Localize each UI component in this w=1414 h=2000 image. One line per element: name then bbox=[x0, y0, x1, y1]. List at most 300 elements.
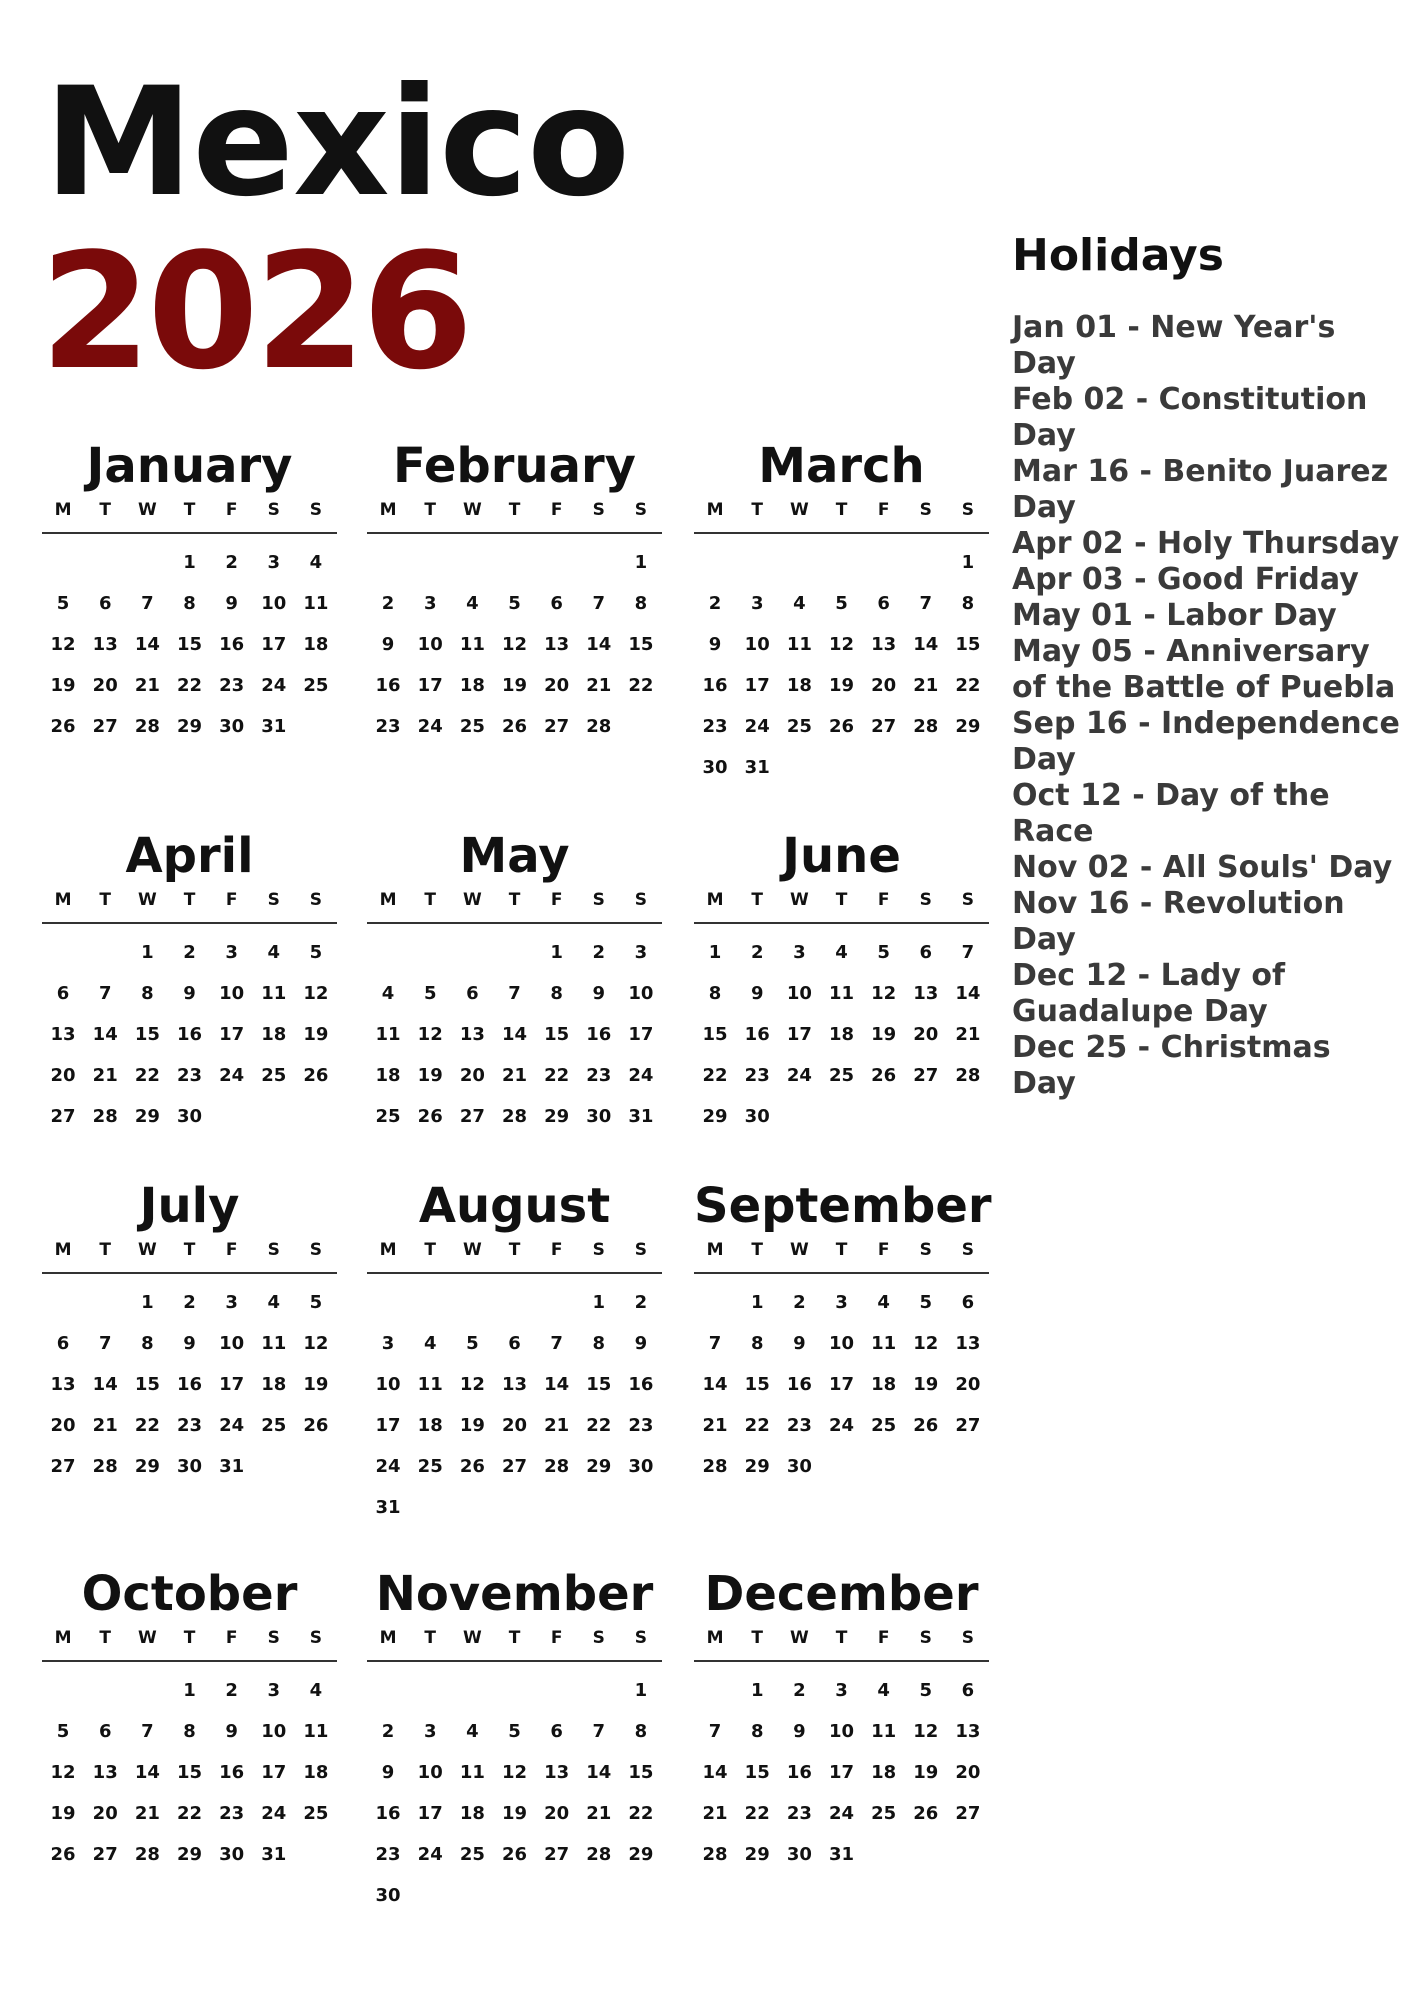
day-cell: 18 bbox=[261, 1374, 287, 1395]
day-cell: 24 bbox=[261, 675, 287, 696]
day-cell: 29 bbox=[134, 1456, 160, 1477]
month-february bbox=[367, 438, 662, 747]
day-cell: 18 bbox=[303, 1762, 329, 1783]
day-cell: 27 bbox=[955, 1803, 981, 1824]
day-cell: 27 bbox=[955, 1415, 981, 1436]
day-cell: 21 bbox=[134, 675, 160, 696]
day-cell: 6 bbox=[550, 1721, 563, 1742]
day-cell: 24 bbox=[261, 1803, 287, 1824]
day-cell: 12 bbox=[828, 634, 855, 655]
day-cell: 22 bbox=[176, 1803, 203, 1824]
day-cell: 4 bbox=[793, 593, 806, 614]
day-cell: 8 bbox=[183, 1721, 196, 1742]
day-cell: 18 bbox=[303, 634, 329, 655]
day-cell: 28 bbox=[134, 1844, 160, 1865]
day-cell: 3 bbox=[835, 1680, 848, 1701]
day-cell: 25 bbox=[459, 716, 485, 737]
day-cell: 5 bbox=[423, 983, 437, 1004]
day-cell: 14 bbox=[544, 1374, 570, 1395]
day-cell: 24 bbox=[628, 1065, 654, 1086]
day-blank bbox=[694, 542, 736, 583]
day-cell: 27 bbox=[544, 716, 570, 737]
weekday-header bbox=[694, 1628, 989, 1662]
day-blank bbox=[409, 1670, 451, 1711]
weekday-label: S bbox=[634, 1628, 648, 1648]
weekday-label: T bbox=[835, 500, 848, 520]
day-cell: 30 bbox=[786, 1844, 812, 1865]
holiday-item: May 01 - Labor Day bbox=[1012, 598, 1337, 633]
weekday-label: S bbox=[592, 890, 605, 910]
day-cell: 15 bbox=[955, 634, 981, 655]
day-cell: 29 bbox=[176, 716, 203, 737]
day-cell: 21 bbox=[501, 1065, 528, 1086]
day-cell: 6 bbox=[98, 1721, 112, 1742]
day-cell: 19 bbox=[417, 1065, 443, 1086]
day-cell: 3 bbox=[835, 1292, 848, 1313]
day-cell: 15 bbox=[134, 1374, 160, 1395]
day-grid bbox=[367, 1274, 662, 1528]
day-cell: 9 bbox=[634, 1333, 648, 1354]
day-cell: 14 bbox=[501, 1024, 528, 1045]
day-grid bbox=[694, 924, 989, 1137]
month-january bbox=[42, 438, 337, 747]
weekday-label: T bbox=[183, 1628, 196, 1648]
day-cell: 14 bbox=[702, 1374, 728, 1395]
day-blank bbox=[84, 542, 126, 583]
day-cell: 30 bbox=[219, 1844, 245, 1865]
day-cell: 1 bbox=[592, 1292, 606, 1313]
holiday-item: Sep 16 - Independence Day bbox=[1012, 706, 1400, 777]
weekday-label: T bbox=[99, 500, 112, 520]
day-cell: 10 bbox=[744, 634, 770, 655]
day-cell: 12 bbox=[913, 1333, 939, 1354]
day-cell: 22 bbox=[134, 1415, 160, 1436]
day-cell: 12 bbox=[459, 1374, 485, 1395]
day-cell: 15 bbox=[628, 1762, 654, 1783]
day-cell: 31 bbox=[219, 1456, 245, 1477]
day-cell: 7 bbox=[592, 1721, 606, 1742]
day-cell: 24 bbox=[744, 716, 770, 737]
day-cell: 14 bbox=[702, 1762, 728, 1783]
day-cell: 21 bbox=[92, 1415, 118, 1436]
day-cell: 4 bbox=[877, 1680, 890, 1701]
day-cell: 19 bbox=[871, 1024, 897, 1045]
day-cell: 15 bbox=[544, 1024, 570, 1045]
day-cell: 8 bbox=[592, 1333, 606, 1354]
weekday-label: S bbox=[592, 500, 605, 520]
day-cell: 27 bbox=[50, 1456, 76, 1477]
day-cell: 5 bbox=[877, 942, 890, 963]
day-cell: 10 bbox=[828, 1333, 855, 1354]
month-name: December bbox=[704, 1566, 979, 1622]
weekday-label: T bbox=[835, 890, 848, 910]
day-cell: 28 bbox=[955, 1065, 981, 1086]
day-cell: 16 bbox=[744, 1024, 770, 1045]
day-cell: 5 bbox=[56, 593, 70, 614]
day-cell: 3 bbox=[267, 552, 281, 573]
day-cell: 25 bbox=[261, 1065, 287, 1086]
day-cell: 4 bbox=[267, 942, 281, 963]
day-cell: 26 bbox=[871, 1065, 897, 1086]
day-blank bbox=[694, 1670, 736, 1711]
day-cell: 9 bbox=[381, 634, 395, 655]
day-cell: 11 bbox=[375, 1024, 401, 1045]
day-cell: 14 bbox=[134, 634, 160, 655]
weekday-header bbox=[42, 1240, 337, 1274]
weekday-label: F bbox=[877, 500, 890, 520]
day-cell: 21 bbox=[586, 1803, 612, 1824]
day-cell: 6 bbox=[961, 1680, 975, 1701]
weekday-header bbox=[694, 500, 989, 534]
day-cell: 19 bbox=[501, 675, 528, 696]
day-blank bbox=[536, 1670, 578, 1711]
day-cell: 7 bbox=[708, 1721, 722, 1742]
day-cell: 12 bbox=[303, 983, 329, 1004]
day-grid bbox=[694, 1274, 989, 1487]
weekday-header bbox=[42, 890, 337, 924]
day-cell: 17 bbox=[828, 1762, 855, 1783]
month-september bbox=[694, 1178, 992, 1487]
day-cell: 5 bbox=[508, 1721, 521, 1742]
day-cell: 1 bbox=[708, 942, 722, 963]
day-cell: 2 bbox=[750, 942, 764, 963]
day-cell: 16 bbox=[786, 1374, 812, 1395]
day-cell: 4 bbox=[309, 1680, 323, 1701]
day-blank bbox=[409, 1282, 451, 1323]
day-cell: 9 bbox=[750, 983, 764, 1004]
day-cell: 10 bbox=[417, 634, 443, 655]
day-cell: 15 bbox=[134, 1024, 160, 1045]
day-cell: 2 bbox=[708, 593, 722, 614]
day-cell: 12 bbox=[50, 1762, 76, 1783]
weekday-label: W bbox=[462, 500, 482, 520]
day-cell: 14 bbox=[586, 634, 612, 655]
day-cell: 20 bbox=[544, 1803, 570, 1824]
page-title-country: Mexico bbox=[44, 56, 630, 230]
day-cell: 2 bbox=[381, 593, 395, 614]
day-cell: 24 bbox=[219, 1065, 245, 1086]
day-cell: 4 bbox=[309, 552, 323, 573]
day-cell: 23 bbox=[176, 1415, 203, 1436]
day-cell: 23 bbox=[628, 1415, 654, 1436]
day-cell: 26 bbox=[50, 1844, 76, 1865]
weekday-label: M bbox=[379, 890, 397, 910]
day-cell: 15 bbox=[176, 634, 203, 655]
day-cell: 23 bbox=[219, 675, 245, 696]
year-calendar-grid bbox=[42, 438, 997, 1958]
day-cell: 21 bbox=[702, 1415, 728, 1436]
day-cell: 7 bbox=[141, 593, 154, 614]
day-cell: 15 bbox=[702, 1024, 728, 1045]
day-cell: 10 bbox=[628, 983, 654, 1004]
weekday-label: M bbox=[706, 1240, 724, 1260]
day-cell: 14 bbox=[134, 1762, 160, 1783]
weekday-label: M bbox=[379, 1240, 397, 1260]
day-cell: 11 bbox=[303, 1721, 329, 1742]
weekday-header bbox=[694, 890, 989, 924]
page-title-year: 2026 bbox=[40, 218, 470, 405]
weekday-label: W bbox=[462, 890, 482, 910]
month-name: February bbox=[393, 438, 636, 494]
day-cell: 23 bbox=[702, 716, 728, 737]
day-cell: 28 bbox=[702, 1844, 728, 1865]
day-blank bbox=[493, 542, 535, 583]
day-cell: 20 bbox=[955, 1762, 981, 1783]
day-cell: 3 bbox=[634, 942, 648, 963]
day-cell: 4 bbox=[466, 593, 479, 614]
weekday-label: T bbox=[424, 1628, 437, 1648]
day-cell: 31 bbox=[828, 1844, 855, 1865]
day-blank bbox=[493, 1670, 535, 1711]
holiday-item: Apr 02 - Holy Thursday bbox=[1012, 526, 1400, 561]
weekday-label: S bbox=[267, 1628, 280, 1648]
weekday-header bbox=[367, 890, 662, 924]
day-cell: 9 bbox=[793, 1333, 806, 1354]
weekday-header bbox=[367, 500, 662, 534]
day-cell: 28 bbox=[544, 1456, 570, 1477]
day-cell: 18 bbox=[871, 1762, 897, 1783]
day-cell: 21 bbox=[586, 675, 612, 696]
holidays-list bbox=[1012, 310, 1402, 1102]
day-cell: 11 bbox=[459, 634, 485, 655]
day-cell: 13 bbox=[92, 1762, 118, 1783]
day-cell: 20 bbox=[871, 675, 897, 696]
month-name: May bbox=[459, 828, 570, 884]
day-cell: 5 bbox=[919, 1680, 933, 1701]
month-july bbox=[42, 1178, 337, 1487]
day-cell: 1 bbox=[634, 552, 648, 573]
day-cell: 31 bbox=[744, 757, 770, 778]
day-cell: 19 bbox=[459, 1415, 485, 1436]
day-cell: 9 bbox=[793, 1721, 806, 1742]
day-cell: 16 bbox=[375, 1803, 401, 1824]
day-cell: 5 bbox=[56, 1721, 70, 1742]
day-cell: 28 bbox=[92, 1106, 118, 1127]
day-cell: 23 bbox=[375, 716, 401, 737]
day-cell: 9 bbox=[381, 1762, 395, 1783]
holiday-item: Feb 02 - Constitution Day bbox=[1012, 382, 1368, 453]
day-cell: 21 bbox=[92, 1065, 118, 1086]
day-blank bbox=[367, 542, 409, 583]
weekday-label: T bbox=[751, 500, 764, 520]
day-cell: 16 bbox=[375, 675, 401, 696]
month-name: July bbox=[139, 1178, 240, 1234]
holiday-item: Apr 03 - Good Friday bbox=[1012, 562, 1359, 597]
day-cell: 18 bbox=[459, 675, 485, 696]
weekday-label: T bbox=[424, 1240, 437, 1260]
weekday-label: S bbox=[961, 890, 975, 910]
weekday-label: T bbox=[751, 1240, 764, 1260]
day-cell: 13 bbox=[92, 634, 118, 655]
day-cell: 16 bbox=[219, 634, 245, 655]
day-cell: 6 bbox=[56, 1333, 70, 1354]
day-cell: 17 bbox=[828, 1374, 855, 1395]
day-cell: 18 bbox=[261, 1024, 287, 1045]
day-cell: 10 bbox=[828, 1721, 855, 1742]
weekday-label: S bbox=[634, 890, 648, 910]
day-cell: 17 bbox=[261, 634, 287, 655]
day-cell: 15 bbox=[176, 1762, 203, 1783]
day-blank bbox=[578, 1670, 620, 1711]
day-cell: 8 bbox=[634, 1721, 648, 1742]
day-cell: 9 bbox=[708, 634, 722, 655]
day-cell: 22 bbox=[628, 675, 654, 696]
day-cell: 4 bbox=[381, 983, 395, 1004]
day-cell: 19 bbox=[50, 675, 76, 696]
day-cell: 30 bbox=[628, 1456, 654, 1477]
day-cell: 3 bbox=[423, 1721, 437, 1742]
day-cell: 23 bbox=[176, 1065, 203, 1086]
day-cell: 31 bbox=[261, 1844, 287, 1865]
day-cell: 25 bbox=[828, 1065, 855, 1086]
day-cell: 27 bbox=[459, 1106, 485, 1127]
weekday-label: M bbox=[379, 1628, 397, 1648]
day-cell: 30 bbox=[219, 716, 245, 737]
day-grid bbox=[42, 1662, 337, 1875]
day-cell: 1 bbox=[550, 942, 563, 963]
day-cell: 20 bbox=[92, 675, 118, 696]
day-cell: 12 bbox=[417, 1024, 443, 1045]
day-cell: 23 bbox=[219, 1803, 245, 1824]
day-blank bbox=[126, 542, 168, 583]
weekday-label: S bbox=[634, 1240, 648, 1260]
day-cell: 17 bbox=[219, 1024, 245, 1045]
day-cell: 30 bbox=[586, 1106, 612, 1127]
weekday-label: T bbox=[751, 1628, 764, 1648]
day-cell: 24 bbox=[786, 1065, 812, 1086]
day-blank bbox=[367, 1670, 409, 1711]
day-cell: 21 bbox=[544, 1415, 570, 1436]
day-cell: 15 bbox=[744, 1374, 770, 1395]
weekday-label: W bbox=[137, 500, 157, 520]
month-name: October bbox=[81, 1566, 298, 1622]
day-cell: 17 bbox=[219, 1374, 245, 1395]
day-cell: 1 bbox=[750, 1680, 764, 1701]
day-cell: 15 bbox=[586, 1374, 612, 1395]
day-cell: 26 bbox=[303, 1065, 329, 1086]
day-cell: 12 bbox=[913, 1721, 939, 1742]
weekday-label: W bbox=[789, 500, 809, 520]
day-cell: 19 bbox=[303, 1374, 329, 1395]
day-cell: 5 bbox=[508, 593, 521, 614]
day-grid bbox=[694, 1662, 989, 1875]
day-cell: 14 bbox=[92, 1024, 118, 1045]
day-grid bbox=[367, 924, 662, 1137]
day-cell: 19 bbox=[913, 1762, 939, 1783]
day-cell: 29 bbox=[176, 1844, 203, 1865]
weekday-label: S bbox=[919, 1240, 932, 1260]
day-cell: 22 bbox=[955, 675, 981, 696]
weekday-header bbox=[694, 1240, 989, 1274]
day-cell: 30 bbox=[176, 1456, 203, 1477]
month-december bbox=[694, 1566, 989, 1875]
day-cell: 27 bbox=[871, 716, 897, 737]
day-blank bbox=[451, 932, 493, 973]
day-cell: 24 bbox=[828, 1803, 855, 1824]
day-cell: 29 bbox=[955, 716, 981, 737]
day-grid bbox=[42, 1274, 337, 1487]
day-cell: 15 bbox=[628, 634, 654, 655]
weekday-label: S bbox=[919, 1628, 932, 1648]
day-cell: 16 bbox=[586, 1024, 612, 1045]
day-cell: 22 bbox=[586, 1415, 612, 1436]
day-cell: 25 bbox=[459, 1844, 485, 1865]
day-cell: 28 bbox=[134, 716, 160, 737]
day-cell: 25 bbox=[303, 1803, 329, 1824]
day-blank bbox=[42, 1282, 84, 1323]
day-cell: 8 bbox=[708, 983, 722, 1004]
weekday-label: S bbox=[919, 500, 932, 520]
day-cell: 29 bbox=[702, 1106, 728, 1127]
day-cell: 19 bbox=[913, 1374, 939, 1395]
day-cell: 17 bbox=[786, 1024, 812, 1045]
day-blank bbox=[84, 932, 126, 973]
weekday-label: F bbox=[877, 1240, 890, 1260]
day-cell: 7 bbox=[919, 593, 933, 614]
month-name: June bbox=[782, 828, 901, 884]
day-cell: 21 bbox=[134, 1803, 160, 1824]
weekday-label: W bbox=[789, 1628, 809, 1648]
day-cell: 11 bbox=[417, 1374, 443, 1395]
weekday-label: W bbox=[462, 1628, 482, 1648]
day-cell: 13 bbox=[955, 1333, 981, 1354]
weekday-label: F bbox=[225, 890, 238, 910]
day-cell: 7 bbox=[550, 1333, 563, 1354]
weekday-label: M bbox=[706, 890, 724, 910]
day-cell: 10 bbox=[417, 1762, 443, 1783]
month-name: August bbox=[418, 1178, 611, 1234]
day-cell: 20 bbox=[913, 1024, 939, 1045]
day-cell: 8 bbox=[750, 1721, 764, 1742]
day-cell: 3 bbox=[225, 1292, 238, 1313]
day-cell: 7 bbox=[708, 1333, 722, 1354]
day-cell: 20 bbox=[501, 1415, 528, 1436]
day-cell: 4 bbox=[423, 1333, 437, 1354]
day-blank bbox=[736, 542, 778, 583]
day-cell: 14 bbox=[586, 1762, 612, 1783]
day-cell: 18 bbox=[375, 1065, 401, 1086]
day-cell: 21 bbox=[702, 1803, 728, 1824]
weekday-label: W bbox=[137, 1628, 157, 1648]
day-cell: 22 bbox=[744, 1803, 770, 1824]
day-cell: 18 bbox=[417, 1415, 443, 1436]
weekday-label: W bbox=[462, 1240, 482, 1260]
day-cell: 2 bbox=[381, 1721, 395, 1742]
day-blank bbox=[42, 1670, 84, 1711]
day-cell: 5 bbox=[919, 1292, 933, 1313]
day-cell: 26 bbox=[501, 716, 528, 737]
weekday-header bbox=[367, 1240, 662, 1274]
weekday-label: M bbox=[54, 890, 72, 910]
day-cell: 24 bbox=[219, 1415, 245, 1436]
weekday-label: T bbox=[751, 890, 764, 910]
day-cell: 13 bbox=[50, 1374, 76, 1395]
day-grid bbox=[694, 534, 989, 788]
day-cell: 12 bbox=[871, 983, 897, 1004]
day-cell: 5 bbox=[309, 1292, 323, 1313]
day-cell: 28 bbox=[92, 1456, 118, 1477]
day-blank bbox=[367, 1282, 409, 1323]
weekday-label: S bbox=[309, 1240, 323, 1260]
day-cell: 3 bbox=[750, 593, 764, 614]
day-cell: 28 bbox=[501, 1106, 528, 1127]
weekday-label: W bbox=[789, 1240, 809, 1260]
weekday-header bbox=[42, 1628, 337, 1662]
day-cell: 5 bbox=[835, 593, 848, 614]
day-cell: 6 bbox=[466, 983, 479, 1004]
day-blank bbox=[451, 542, 493, 583]
month-march bbox=[694, 438, 989, 788]
